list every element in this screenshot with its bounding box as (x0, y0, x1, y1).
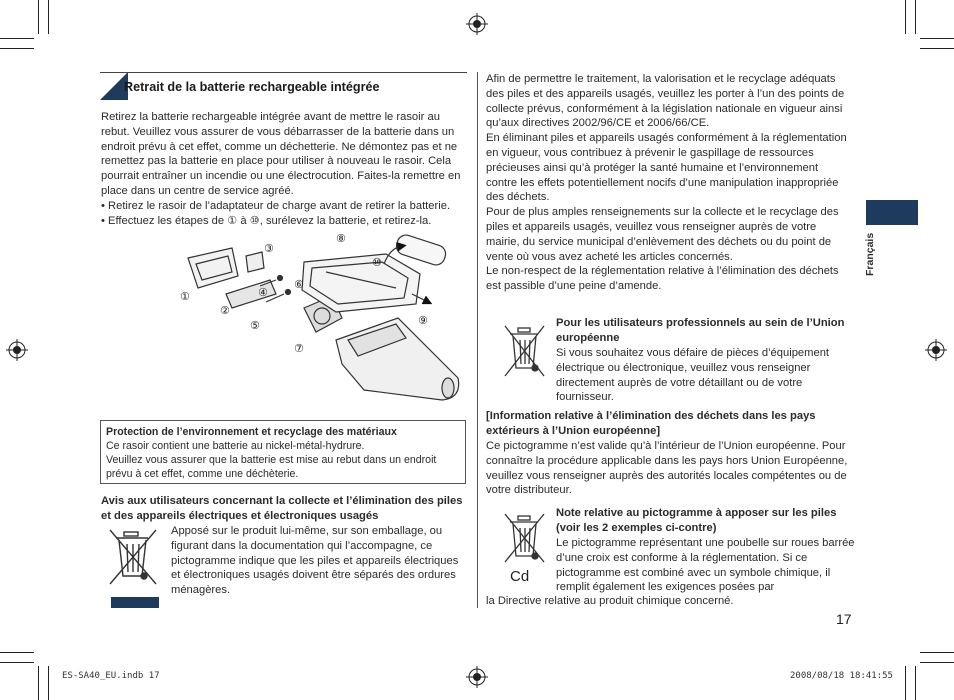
page-number: 17 (836, 611, 852, 627)
registration-mark-icon (925, 339, 947, 361)
environment-box-line: Ce rasoir contient une batterie au nickel-métal-hydrure. (106, 440, 365, 452)
language-label-wrapper (858, 232, 888, 278)
note-title: Note relative au pictogramme à apposer sur les piles (voir les 2 exemples ci-contre) (556, 507, 837, 534)
crop-mark (48, 666, 49, 700)
registration-mark-icon (466, 666, 488, 688)
avis-title: Avis aux utilisateurs concernant la collecte et l’élimination des piles et des appareils électriques et électroniques usagés (101, 495, 463, 522)
paragraph: En éliminant piles et appareils usagés conformément à la réglementation en vigueur, vous contribuez à prévenir le gaspillage de ressources précieuses ainsi qu’à protéger la santé humaine et l’environnement contre les effets potentiellement nocifs d’une manipulation inappropriée des déchets. (486, 132, 847, 204)
intro-paragraph: Retirez la batterie rechargeable intégrée avant de mettre le rasoir au rebut. Veuillez vous assurer de vous débarrasser de la batterie dans un endroit prévu à cet effet, comme un déchetterie. Ne démontez pas et ne remettez pas la batterie en place pour utiliser à nouveau le rasoir. Cela pourrait entraîner un incendie ou une électrocution. Faites-la remettre en place dans un centre de service agréé. (101, 111, 461, 197)
crop-mark (0, 48, 34, 49)
crop-mark (905, 666, 906, 700)
crop-mark (0, 38, 34, 39)
crop-mark (920, 662, 954, 663)
paragraph: Afin de permettre le traitement, la valorisation et le recyclage adéquats des piles et des appareils usagés, veuillez les porter à l’un des points de collecte prévus, conformément à la législation nationale en vigueur ainsi qu’aux directives 2002/96/CE et 2006/66/CE. (486, 73, 845, 130)
pro-title: Pour les utilisateurs professionnels au sein de l’Union européenne (556, 317, 845, 344)
crop-mark (920, 48, 954, 49)
note-text-last-line: la Directive relative au produit chimique concerné. (486, 595, 734, 607)
footer-timestamp: 2008/08/18 18:41:55 (790, 671, 893, 681)
avis-text: Apposé sur le produit lui-même, sur son emballage, ou figurant dans la documentation qui l’accompagne, ce pictogramme indique que les piles et appareils électriques et électroniques usagés doivent être séparés des ordures ménagères. (171, 525, 459, 597)
battery-removal-illustration (176, 228, 466, 406)
pro-text: Si vous souhaitez vous défaire de pièces d’équipement électrique ou électronique, veuillez vous renseigner directement auprès de votre détaillant ou de votre fournisseur. (556, 347, 830, 404)
language-tab (866, 200, 918, 225)
figure-label: ⑥ (294, 278, 304, 291)
paragraph: Pour de plus amples renseignements sur la collecte et le recyclage des piles et appareils usagés, veuillez vous renseigner auprès de votre mairie, du service municipal d’enlèvement des déchets ou du point de vente où vous avez acheté les articles concernés. (486, 206, 839, 263)
bullet-item: • Effectuez les étapes de ① à ⑩, surélevez la batterie, et retirez-la. (101, 214, 432, 227)
crop-mark (915, 666, 916, 700)
figure-label: ⑧ (336, 232, 346, 245)
column-divider (477, 72, 478, 608)
pictogram-bar (111, 597, 159, 608)
crop-mark (38, 666, 39, 700)
figure-label: ② (220, 304, 230, 317)
section-title: Retrait de la batterie rechargeable intégrée (124, 80, 380, 94)
crop-mark (38, 0, 39, 34)
right-text-block (486, 72, 852, 294)
bullet-item: • Retirez le rasoir de l’adaptateur de charge avant de retirer la batterie. (101, 199, 451, 212)
intro-block (101, 110, 467, 228)
crop-mark (0, 662, 34, 663)
crop-mark (920, 652, 954, 653)
language-label: Français (864, 232, 876, 276)
figure-label: ④ (258, 286, 268, 299)
crop-mark (915, 0, 916, 34)
crop-mark (48, 0, 49, 34)
figure-label: ⑩ (372, 256, 382, 269)
crossed-bin-icon (502, 510, 550, 566)
figure-label: ③ (264, 242, 274, 255)
info-text: Ce pictogramme n’est valide qu’à l’intérieur de l’Union européenne. Pour connaître la procédure applicable dans les pays hors Union Européenne, veuillez vous renseigner auprès des autorités locales compétentes ou de votre distributeur. (486, 440, 848, 497)
registration-mark-icon (6, 339, 28, 361)
info-title: [Information relative à l’élimination des déchets dans les pays extérieurs à l’Union européenne] (486, 410, 816, 437)
environment-box (100, 420, 466, 484)
environment-box-line: Veuillez vous assurer que la batterie est mise au rebut dans un endroit prévu à cet effet, comme une déchèterie. (106, 454, 437, 480)
crop-mark (905, 0, 906, 34)
note-text: Le pictogramme représentant une poubelle sur roues barrée d’une croix est conforme à la réglementation. Si ce pictogramme est combiné avec un symbole chimique, il remplit également les exigences posées par (556, 537, 855, 594)
figure-label: ⑨ (418, 314, 428, 327)
registration-mark-icon (466, 13, 488, 35)
crossed-bin-icon (502, 322, 550, 380)
figure-label: ① (180, 290, 190, 303)
figure-label: ⑤ (250, 319, 260, 332)
figure-label: ⑦ (294, 342, 304, 355)
cd-chemical-symbol: Cd (510, 568, 530, 585)
paragraph: Le non-respect de la réglementation relative à l’élimination des déchets est passible d’une peine d’amende. (486, 265, 839, 293)
crop-mark (0, 652, 34, 653)
footer-file-info: ES-SA40_EU.indb 17 (62, 671, 160, 681)
crop-mark (920, 38, 954, 39)
crossed-bin-icon (106, 526, 164, 588)
environment-box-title: Protection de l’environnement et recyclage des matériaux (106, 426, 397, 438)
